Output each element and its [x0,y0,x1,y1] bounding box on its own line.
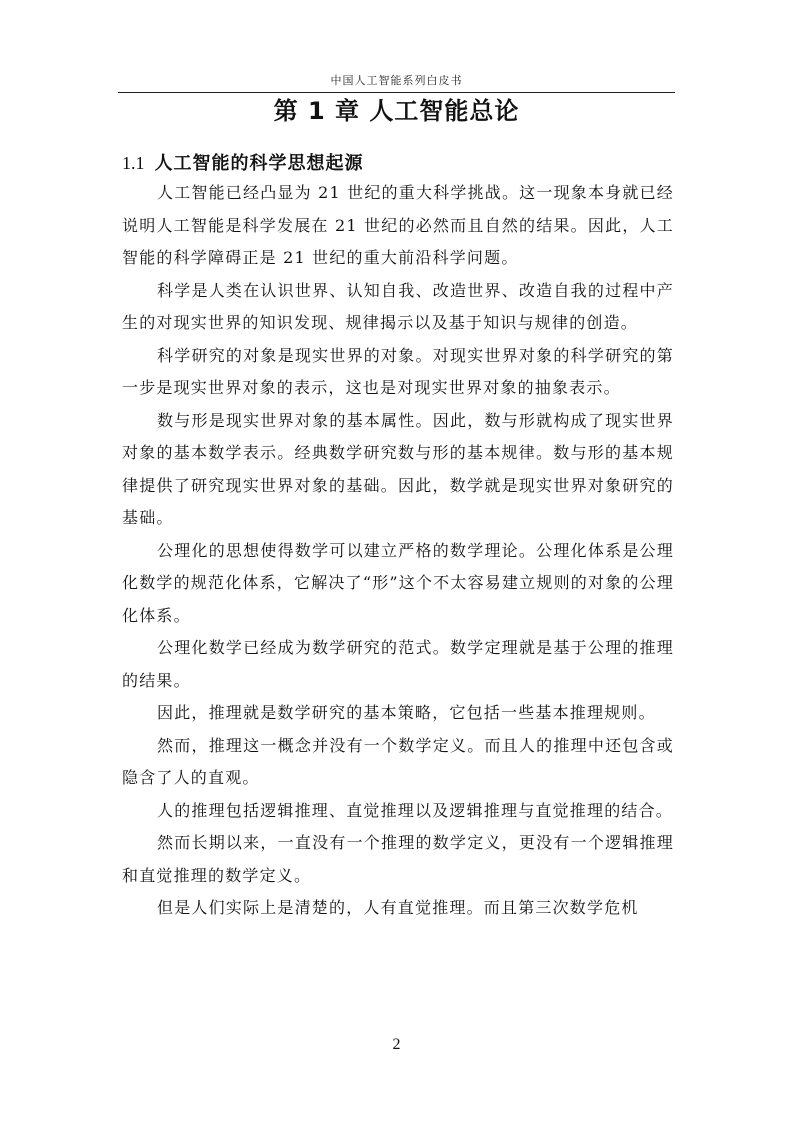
paragraph: 公理化的思想使得数学可以建立严格的数学理论。公理化体系是公理化数学的规范化体系，它解决了“形”这个不太容易建立规则的对象的公理化体系。 [122,540,674,625]
paragraph: 人的推理包括逻辑推理、直觉推理以及逻辑推理与直觉推理的结合。 [157,800,674,820]
body-text [122,177,674,925]
paragraph: 公理化数学已经成为数学研究的范式。数学定理就是基于公理的推理的结果。 [122,638,674,690]
chapter-title: 第 1 章 人工智能总论 [273,97,520,125]
paragraph: 因此，推理就是数学研究的基本策略，它包括一些基本推理规则。 [157,703,656,722]
paragraph: 人工智能已经凸显为 21 世纪的重大科学挑战。这一现象本身就已经说明人工智能是科学发展在 21 世纪的必然而且自然的结果。因此，人工智能的科学障碍正是 21 世纪的重大前沿科学问题。 [122,183,674,267]
paragraph: 但是人们实际上是清楚的，人有直觉推理。而且第三次数学危机 [157,898,639,917]
paragraph: 然而，推理这一概念并没有一个数学定义。而且人的推理中还包含或隐含了人的直观。 [122,735,674,787]
page-number: 2 [392,1036,401,1053]
paragraph: 数与形是现实世界对象的基本属性。因此，数与形就构成了现实世界对象的基本数学表示。经典数学研究数与形的基本规律。数与形的基本规律提供了研究现实世界对象的基础。因此，数学就是现实世界对象研究的基础。 [122,410,674,527]
paragraph: 科学是人类在认识世界、认知自我、改造世界、改造自我的过程中产生的对现实世界的知识发现、规律揭示以及基于知识与规律的创造。 [122,280,674,332]
section-number: 1.1 [122,153,145,173]
paragraph: 然而长期以来，一直没有一个推理的数学定义，更没有一个逻辑推理和直觉推理的数学定义。 [122,833,674,885]
header-rule [118,92,675,93]
section-title: 人工智能的科学思想起源 [154,153,364,174]
section-heading [122,150,364,177]
paragraph: 科学研究的对象是现实世界的对象。对现实世界对象的科学研究的第一步是现实世界对象的表示，这也是对现实世界对象的抽象表示。 [122,345,674,397]
running-header: 中国人工智能系列白皮书 [330,74,463,87]
